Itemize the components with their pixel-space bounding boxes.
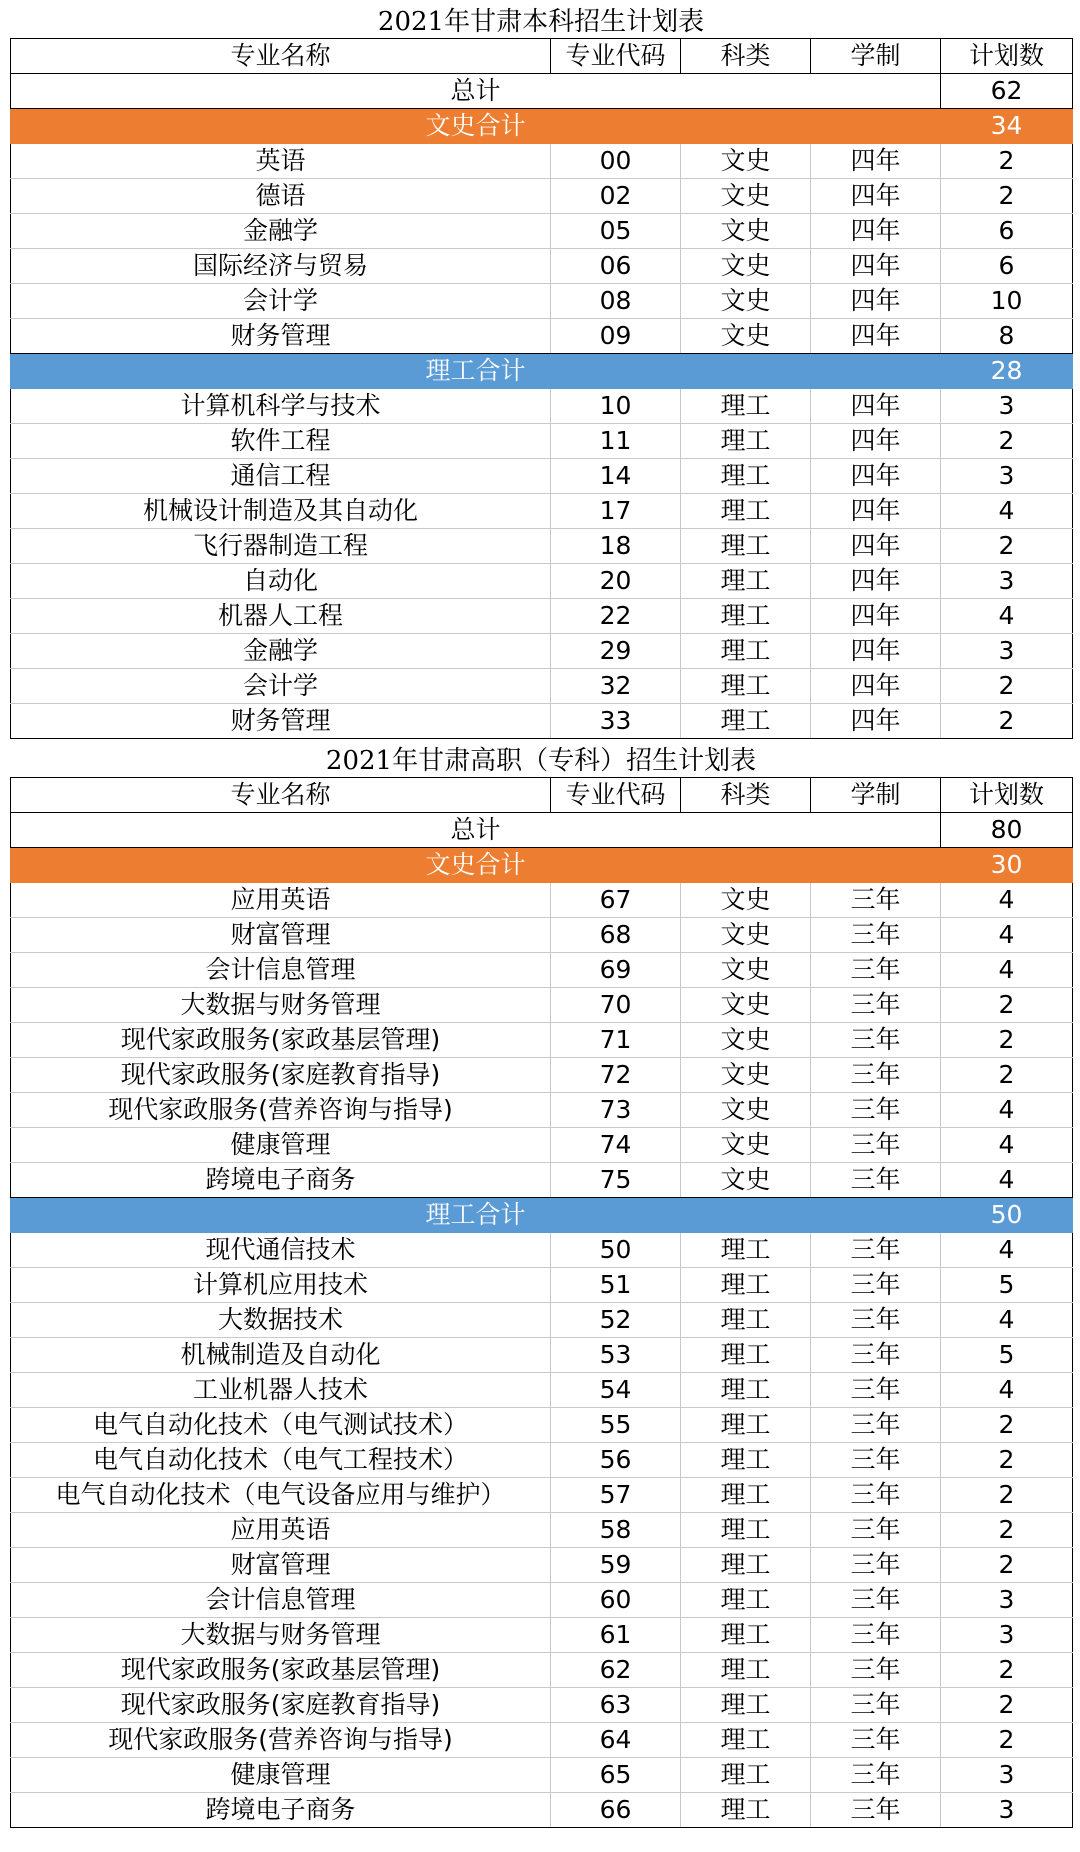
major-code: 08 [551, 284, 681, 319]
category: 理工 [681, 1758, 811, 1793]
col-header-plan: 计划数 [941, 778, 1073, 813]
duration: 四年 [811, 529, 941, 564]
category: 理工 [681, 1548, 811, 1583]
table-row [11, 918, 1073, 953]
major-code: 66 [551, 1793, 681, 1828]
duration: 三年 [811, 1373, 941, 1408]
major-name: 英语 [11, 144, 551, 179]
section-value: 34 [941, 109, 1073, 144]
plan-count: 2 [941, 669, 1073, 704]
table-row [11, 1058, 1073, 1093]
plan-count: 3 [941, 1583, 1073, 1618]
major-name: 会计学 [11, 284, 551, 319]
duration: 四年 [811, 144, 941, 179]
category: 理工 [681, 1303, 811, 1338]
category: 文史 [681, 883, 811, 918]
section-value: 50 [941, 1198, 1073, 1233]
category: 理工 [681, 1618, 811, 1653]
table-row [11, 1303, 1073, 1338]
table-row [11, 284, 1073, 319]
duration: 三年 [811, 1758, 941, 1793]
major-code: 65 [551, 1758, 681, 1793]
category: 理工 [681, 1583, 811, 1618]
duration: 三年 [811, 1408, 941, 1443]
major-name: 跨境电子商务 [11, 1793, 551, 1828]
table-row [11, 424, 1073, 459]
major-code: 33 [551, 704, 681, 739]
plan-count: 2 [941, 1443, 1073, 1478]
total-value: 80 [941, 813, 1073, 848]
table-row [11, 494, 1073, 529]
table-row [11, 1093, 1073, 1128]
major-name: 应用英语 [11, 883, 551, 918]
plan-count: 4 [941, 1373, 1073, 1408]
duration: 三年 [811, 1268, 941, 1303]
col-header-category: 科类 [681, 778, 811, 813]
duration: 三年 [811, 1023, 941, 1058]
col-header-name: 专业名称 [11, 39, 551, 74]
major-code: 61 [551, 1618, 681, 1653]
duration: 三年 [811, 918, 941, 953]
duration: 四年 [811, 669, 941, 704]
major-name: 健康管理 [11, 1128, 551, 1163]
category: 理工 [681, 389, 811, 424]
duration: 三年 [811, 1233, 941, 1268]
duration: 四年 [811, 704, 941, 739]
major-code: 63 [551, 1688, 681, 1723]
col-header-name: 专业名称 [11, 778, 551, 813]
category: 理工 [681, 1513, 811, 1548]
major-code: 17 [551, 494, 681, 529]
major-name: 机器人工程 [11, 599, 551, 634]
duration: 三年 [811, 1618, 941, 1653]
plan-count: 2 [941, 1688, 1073, 1723]
major-name: 财富管理 [11, 1548, 551, 1583]
table-title-vocational: 2021年甘肃高职（专科）招生计划表 [325, 746, 757, 776]
duration: 四年 [811, 284, 941, 319]
major-name: 现代通信技术 [11, 1233, 551, 1268]
major-name: 机械设计制造及其自动化 [11, 494, 551, 529]
plan-count: 2 [941, 704, 1073, 739]
plan-count: 4 [941, 599, 1073, 634]
category: 文史 [681, 284, 811, 319]
major-name: 自动化 [11, 564, 551, 599]
plan-count: 4 [941, 883, 1073, 918]
major-name: 飞行器制造工程 [11, 529, 551, 564]
category: 理工 [681, 494, 811, 529]
duration: 三年 [811, 1338, 941, 1373]
major-name: 软件工程 [11, 424, 551, 459]
table-row [11, 1618, 1073, 1653]
major-name: 大数据与财务管理 [11, 988, 551, 1023]
duration: 三年 [811, 953, 941, 988]
plan-count: 2 [941, 988, 1073, 1023]
duration: 三年 [811, 1058, 941, 1093]
major-name: 机械制造及自动化 [11, 1338, 551, 1373]
category: 理工 [681, 634, 811, 669]
duration: 三年 [811, 1478, 941, 1513]
category: 理工 [681, 1653, 811, 1688]
category: 理工 [681, 1443, 811, 1478]
major-code: 06 [551, 249, 681, 284]
category: 文史 [681, 319, 811, 354]
plan-count: 3 [941, 459, 1073, 494]
plan-count: 3 [941, 389, 1073, 424]
category: 理工 [681, 564, 811, 599]
major-name: 国际经济与贸易 [11, 249, 551, 284]
duration: 四年 [811, 389, 941, 424]
plan-count: 8 [941, 319, 1073, 354]
section-label: 理工合计 [11, 1198, 941, 1233]
plan-count: 4 [941, 1233, 1073, 1268]
major-code: 58 [551, 1513, 681, 1548]
category: 理工 [681, 669, 811, 704]
plan-count: 4 [941, 918, 1073, 953]
table-row [11, 1338, 1073, 1373]
duration: 四年 [811, 494, 941, 529]
plan-count: 2 [941, 179, 1073, 214]
duration: 四年 [811, 424, 941, 459]
duration: 四年 [811, 319, 941, 354]
major-name: 电气自动化技术（电气工程技术） [11, 1443, 551, 1478]
major-code: 20 [551, 564, 681, 599]
table-row [11, 1443, 1073, 1478]
table-row [11, 214, 1073, 249]
table-row [11, 1688, 1073, 1723]
major-code: 71 [551, 1023, 681, 1058]
category: 文史 [681, 1058, 811, 1093]
plan-count: 4 [941, 953, 1073, 988]
major-name: 现代家政服务(营养咨询与指导) [11, 1723, 551, 1758]
major-name: 德语 [11, 179, 551, 214]
category: 文史 [681, 249, 811, 284]
duration: 四年 [811, 564, 941, 599]
table-row [11, 634, 1073, 669]
plan-count: 2 [941, 529, 1073, 564]
section-label: 文史合计 [11, 848, 941, 883]
table-row [11, 1478, 1073, 1513]
category: 理工 [681, 1723, 811, 1758]
col-header-duration: 学制 [811, 778, 941, 813]
major-name: 计算机科学与技术 [11, 389, 551, 424]
plan-count: 2 [941, 1513, 1073, 1548]
duration: 四年 [811, 179, 941, 214]
col-header-code: 专业代码 [551, 778, 681, 813]
major-code: 32 [551, 669, 681, 704]
table-row [11, 564, 1073, 599]
category: 文史 [681, 918, 811, 953]
major-code: 00 [551, 144, 681, 179]
section-subtotal-row [11, 848, 1073, 883]
table-row [11, 529, 1073, 564]
plan-count: 2 [941, 144, 1073, 179]
plan-count: 3 [941, 1793, 1073, 1828]
category: 理工 [681, 599, 811, 634]
table-row [11, 669, 1073, 704]
plan-count: 2 [941, 1408, 1073, 1443]
plan-count: 2 [941, 1653, 1073, 1688]
plan-count: 4 [941, 1303, 1073, 1338]
plan-count: 2 [941, 1478, 1073, 1513]
table-row [11, 704, 1073, 739]
major-name: 电气自动化技术（电气测试技术） [11, 1408, 551, 1443]
section-value: 30 [941, 848, 1073, 883]
duration: 四年 [811, 249, 941, 284]
table-row [11, 319, 1073, 354]
major-name: 现代家政服务(营养咨询与指导) [11, 1093, 551, 1128]
total-label: 总计 [11, 74, 941, 109]
major-code: 69 [551, 953, 681, 988]
major-code: 14 [551, 459, 681, 494]
major-name: 财务管理 [11, 704, 551, 739]
duration: 三年 [811, 1793, 941, 1828]
major-code: 29 [551, 634, 681, 669]
total-row [11, 813, 1073, 848]
table-row [11, 1513, 1073, 1548]
table-row [11, 249, 1073, 284]
duration: 三年 [811, 988, 941, 1023]
major-name: 跨境电子商务 [11, 1163, 551, 1198]
plan-count: 6 [941, 214, 1073, 249]
duration: 三年 [811, 1163, 941, 1198]
major-code: 67 [551, 883, 681, 918]
category: 理工 [681, 1373, 811, 1408]
category: 理工 [681, 529, 811, 564]
major-code: 68 [551, 918, 681, 953]
header-row [11, 39, 1073, 74]
duration: 三年 [811, 1443, 941, 1478]
table-row [11, 1723, 1073, 1758]
duration: 三年 [811, 1548, 941, 1583]
major-name: 健康管理 [11, 1758, 551, 1793]
plan-count: 2 [941, 1548, 1073, 1583]
major-code: 56 [551, 1443, 681, 1478]
major-name: 金融学 [11, 214, 551, 249]
section-label: 文史合计 [11, 109, 941, 144]
major-code: 51 [551, 1268, 681, 1303]
major-name: 现代家政服务(家政基层管理) [11, 1653, 551, 1688]
table-row [11, 144, 1073, 179]
plan-count: 2 [941, 1023, 1073, 1058]
section-subtotal-row [11, 109, 1073, 144]
table-row [11, 1268, 1073, 1303]
section-value: 28 [941, 354, 1073, 389]
table-row [11, 883, 1073, 918]
table-row [11, 1023, 1073, 1058]
major-name: 现代家政服务(家庭教育指导) [11, 1058, 551, 1093]
section-subtotal-row [11, 354, 1073, 389]
table-row [11, 1758, 1073, 1793]
table-title-undergrad: 2021年甘肃本科招生计划表 [377, 7, 705, 37]
table-row [11, 179, 1073, 214]
major-code: 72 [551, 1058, 681, 1093]
total-label: 总计 [11, 813, 941, 848]
major-name: 计算机应用技术 [11, 1268, 551, 1303]
major-code: 74 [551, 1128, 681, 1163]
major-code: 11 [551, 424, 681, 459]
category: 理工 [681, 459, 811, 494]
header-row [11, 778, 1073, 813]
category: 理工 [681, 1478, 811, 1513]
plan-count: 2 [941, 1058, 1073, 1093]
major-code: 54 [551, 1373, 681, 1408]
table-row [11, 988, 1073, 1023]
plan-count: 4 [941, 1093, 1073, 1128]
category: 理工 [681, 1233, 811, 1268]
duration: 三年 [811, 1723, 941, 1758]
category: 理工 [681, 1793, 811, 1828]
duration: 四年 [811, 634, 941, 669]
category: 理工 [681, 1408, 811, 1443]
major-name: 应用英语 [11, 1513, 551, 1548]
major-code: 64 [551, 1723, 681, 1758]
plan-count: 4 [941, 1128, 1073, 1163]
plan-count: 3 [941, 634, 1073, 669]
table-row [11, 1163, 1073, 1198]
table-row [11, 599, 1073, 634]
col-header-duration: 学制 [811, 39, 941, 74]
major-name: 金融学 [11, 634, 551, 669]
plan-count: 4 [941, 1163, 1073, 1198]
table-row [11, 1653, 1073, 1688]
major-code: 55 [551, 1408, 681, 1443]
plan-count: 6 [941, 249, 1073, 284]
major-name: 财富管理 [11, 918, 551, 953]
duration: 三年 [811, 1583, 941, 1618]
col-header-plan: 计划数 [941, 39, 1073, 74]
duration: 四年 [811, 459, 941, 494]
major-code: 57 [551, 1478, 681, 1513]
category: 理工 [681, 1268, 811, 1303]
duration: 三年 [811, 1303, 941, 1338]
major-name: 大数据与财务管理 [11, 1618, 551, 1653]
major-name: 会计信息管理 [11, 1583, 551, 1618]
major-code: 10 [551, 389, 681, 424]
major-code: 09 [551, 319, 681, 354]
plan-count: 4 [941, 494, 1073, 529]
table-row [11, 1233, 1073, 1268]
category: 理工 [681, 1688, 811, 1723]
major-name: 大数据技术 [11, 1303, 551, 1338]
total-row [11, 74, 1073, 109]
category: 文史 [681, 1163, 811, 1198]
duration: 三年 [811, 1513, 941, 1548]
category: 理工 [681, 1338, 811, 1373]
major-code: 73 [551, 1093, 681, 1128]
duration: 三年 [811, 1128, 941, 1163]
category: 文史 [681, 988, 811, 1023]
col-header-code: 专业代码 [551, 39, 681, 74]
plan-count: 5 [941, 1338, 1073, 1373]
table-row [11, 1583, 1073, 1618]
major-code: 59 [551, 1548, 681, 1583]
major-name: 会计信息管理 [11, 953, 551, 988]
major-code: 18 [551, 529, 681, 564]
category: 文史 [681, 144, 811, 179]
major-code: 62 [551, 1653, 681, 1688]
table-row [11, 953, 1073, 988]
plan-count: 2 [941, 424, 1073, 459]
category: 文史 [681, 179, 811, 214]
major-code: 50 [551, 1233, 681, 1268]
plan-count: 3 [941, 1618, 1073, 1653]
plan-count: 3 [941, 564, 1073, 599]
total-value: 62 [941, 74, 1073, 109]
major-code: 05 [551, 214, 681, 249]
section-subtotal-row [11, 1198, 1073, 1233]
table-row [11, 1793, 1073, 1828]
undergrad-plan-table [10, 38, 1073, 739]
category: 理工 [681, 424, 811, 459]
section-label: 理工合计 [11, 354, 941, 389]
table-row [11, 1373, 1073, 1408]
category: 文史 [681, 1093, 811, 1128]
table-row [11, 1408, 1073, 1443]
table-row [11, 389, 1073, 424]
major-name: 电气自动化技术（电气设备应用与维护） [11, 1478, 551, 1513]
major-code: 60 [551, 1583, 681, 1618]
enrollment-sheet [10, 0, 1072, 1828]
major-code: 75 [551, 1163, 681, 1198]
major-name: 财务管理 [11, 319, 551, 354]
category: 文史 [681, 953, 811, 988]
major-code: 22 [551, 599, 681, 634]
major-name: 工业机器人技术 [11, 1373, 551, 1408]
major-name: 通信工程 [11, 459, 551, 494]
major-code: 70 [551, 988, 681, 1023]
major-code: 02 [551, 179, 681, 214]
plan-count: 2 [941, 1723, 1073, 1758]
vocational-plan-table [10, 777, 1073, 1828]
major-name: 现代家政服务(家政基层管理) [11, 1023, 551, 1058]
plan-count: 3 [941, 1758, 1073, 1793]
category: 文史 [681, 214, 811, 249]
major-code: 53 [551, 1338, 681, 1373]
major-code: 52 [551, 1303, 681, 1338]
category: 文史 [681, 1023, 811, 1058]
major-name: 现代家政服务(家庭教育指导) [11, 1688, 551, 1723]
duration: 三年 [811, 883, 941, 918]
table-row [11, 459, 1073, 494]
duration: 三年 [811, 1093, 941, 1128]
category: 理工 [681, 704, 811, 739]
major-name: 会计学 [11, 669, 551, 704]
category: 文史 [681, 1128, 811, 1163]
plan-count: 5 [941, 1268, 1073, 1303]
duration: 三年 [811, 1688, 941, 1723]
col-header-category: 科类 [681, 39, 811, 74]
plan-count: 10 [941, 284, 1073, 319]
table-row [11, 1548, 1073, 1583]
duration: 四年 [811, 214, 941, 249]
table-row [11, 1128, 1073, 1163]
duration: 三年 [811, 1653, 941, 1688]
duration: 四年 [811, 599, 941, 634]
